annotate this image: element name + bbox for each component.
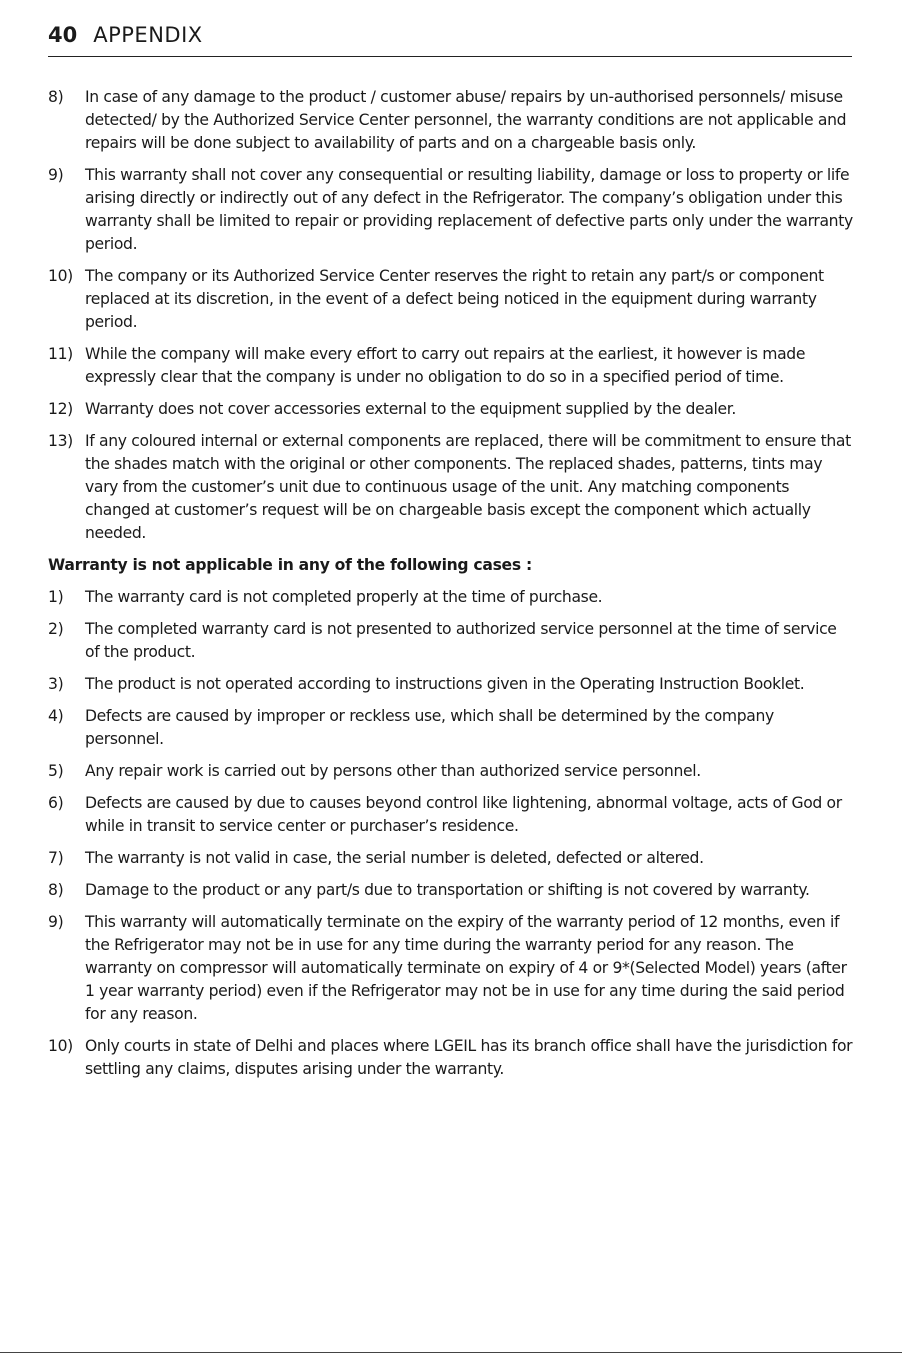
- list-item: [48, 760, 854, 783]
- list-item: [48, 343, 854, 389]
- item-number: 11): [48, 345, 73, 363]
- list-item: [48, 164, 854, 256]
- list-item: [48, 705, 854, 751]
- list-item: [48, 586, 854, 609]
- list-item: [48, 792, 854, 838]
- item-text: Defects are caused by due to causes beyond control like lightening, abnormal voltage, acts of God or while in transit to service center or purchaser’s residence.: [85, 794, 842, 835]
- list-item: [48, 879, 854, 902]
- list-item: [48, 430, 854, 545]
- page-header: [48, 20, 852, 57]
- item-text: This warranty will automatically terminate on the expiry of the warranty period of 12 months, even if the Refrigerator may not be in use for any time during the warranty period for any reason. The warranty on compressor will automatically terminate on expiry of 4 or 9*(Selected Model) years (after 1 year warranty period) even if the Refrigerator may not be in use for any time during the said period for any reason.: [85, 913, 847, 1023]
- exclusions-heading: Warranty is not applicable in any of the following cases :: [48, 556, 532, 574]
- item-text: This warranty shall not cover any consequential or resulting liability, damage or loss to property or life arising directly or indirectly out of any defect in the Refrigerator. The company’s obligation under this warranty shall be limited to repair or providing replacement of defective parts only under the warranty period.: [85, 166, 853, 253]
- list-item: [48, 911, 854, 1026]
- item-text: If any coloured internal or external components are replaced, there will be commitment to ensure that the shades match with the original or other components. The replaced shades, patterns, tints may vary from the customer’s unit due to continuous usage of the unit. Any matching components changed at customer’s request will be on chargeable basis except the component which actually needed.: [85, 432, 851, 542]
- item-text: Defects are caused by improper or reckless use, which shall be determined by the company personnel.: [85, 707, 774, 748]
- list-item: [48, 1035, 854, 1081]
- list-item: [48, 673, 854, 696]
- item-number: 10): [48, 267, 73, 285]
- item-number: 9): [48, 166, 64, 184]
- item-number: 3): [48, 675, 64, 693]
- page-content: [48, 86, 854, 1090]
- section-title: APPENDIX: [93, 23, 203, 47]
- item-text: The warranty card is not completed properly at the time of purchase.: [85, 588, 603, 606]
- item-text: Any repair work is carried out by persons other than authorized service personnel.: [85, 762, 701, 780]
- list-item: [48, 618, 854, 664]
- item-number: 7): [48, 849, 64, 867]
- item-number: 6): [48, 794, 64, 812]
- item-number: 5): [48, 762, 64, 780]
- item-number: 10): [48, 1037, 73, 1055]
- list-item: [48, 86, 854, 155]
- item-text: The product is not operated according to instructions given in the Operating Instruction Booklet.: [85, 675, 805, 693]
- item-text: In case of any damage to the product / customer abuse/ repairs by un-authorised personnels/ misuse detected/ by the Authorized Service Center personnel, the warranty conditions are not applicable and repairs will be done subject to availability of parts and on a chargeable basis only.: [85, 88, 847, 152]
- item-text: The company or its Authorized Service Center reserves the right to retain any part/s or component replaced at its discretion, in the event of a defect being noticed in the equipment during warranty period.: [85, 267, 824, 331]
- list-item: [48, 847, 854, 870]
- list-item: [48, 398, 854, 421]
- item-number: 13): [48, 432, 73, 450]
- list-item: [48, 265, 854, 334]
- item-text: The completed warranty card is not presented to authorized service personnel at the time of service of the product.: [85, 620, 837, 661]
- item-number: 2): [48, 620, 64, 638]
- item-text: Warranty does not cover accessories external to the equipment supplied by the dealer.: [85, 400, 737, 418]
- item-number: 4): [48, 707, 64, 725]
- item-text: Damage to the product or any part/s due to transportation or shifting is not covered by warranty.: [85, 881, 810, 899]
- footer-divider: [0, 1352, 902, 1353]
- item-number: 1): [48, 588, 64, 606]
- item-text: Only courts in state of Delhi and places where LGEIL has its branch office shall have the jurisdiction for settling any claims, disputes arising under the warranty.: [85, 1037, 853, 1078]
- item-text: While the company will make every effort to carry out repairs at the earliest, it however is made expressly clear that the company is under no obligation to do so in a specified period of time.: [85, 345, 806, 386]
- item-text: The warranty is not valid in case, the serial number is deleted, defected or altered.: [85, 849, 704, 867]
- item-number: 8): [48, 881, 64, 899]
- item-number: 8): [48, 88, 64, 106]
- page-number: 40: [48, 23, 78, 47]
- item-number: 12): [48, 400, 73, 418]
- item-number: 9): [48, 913, 64, 931]
